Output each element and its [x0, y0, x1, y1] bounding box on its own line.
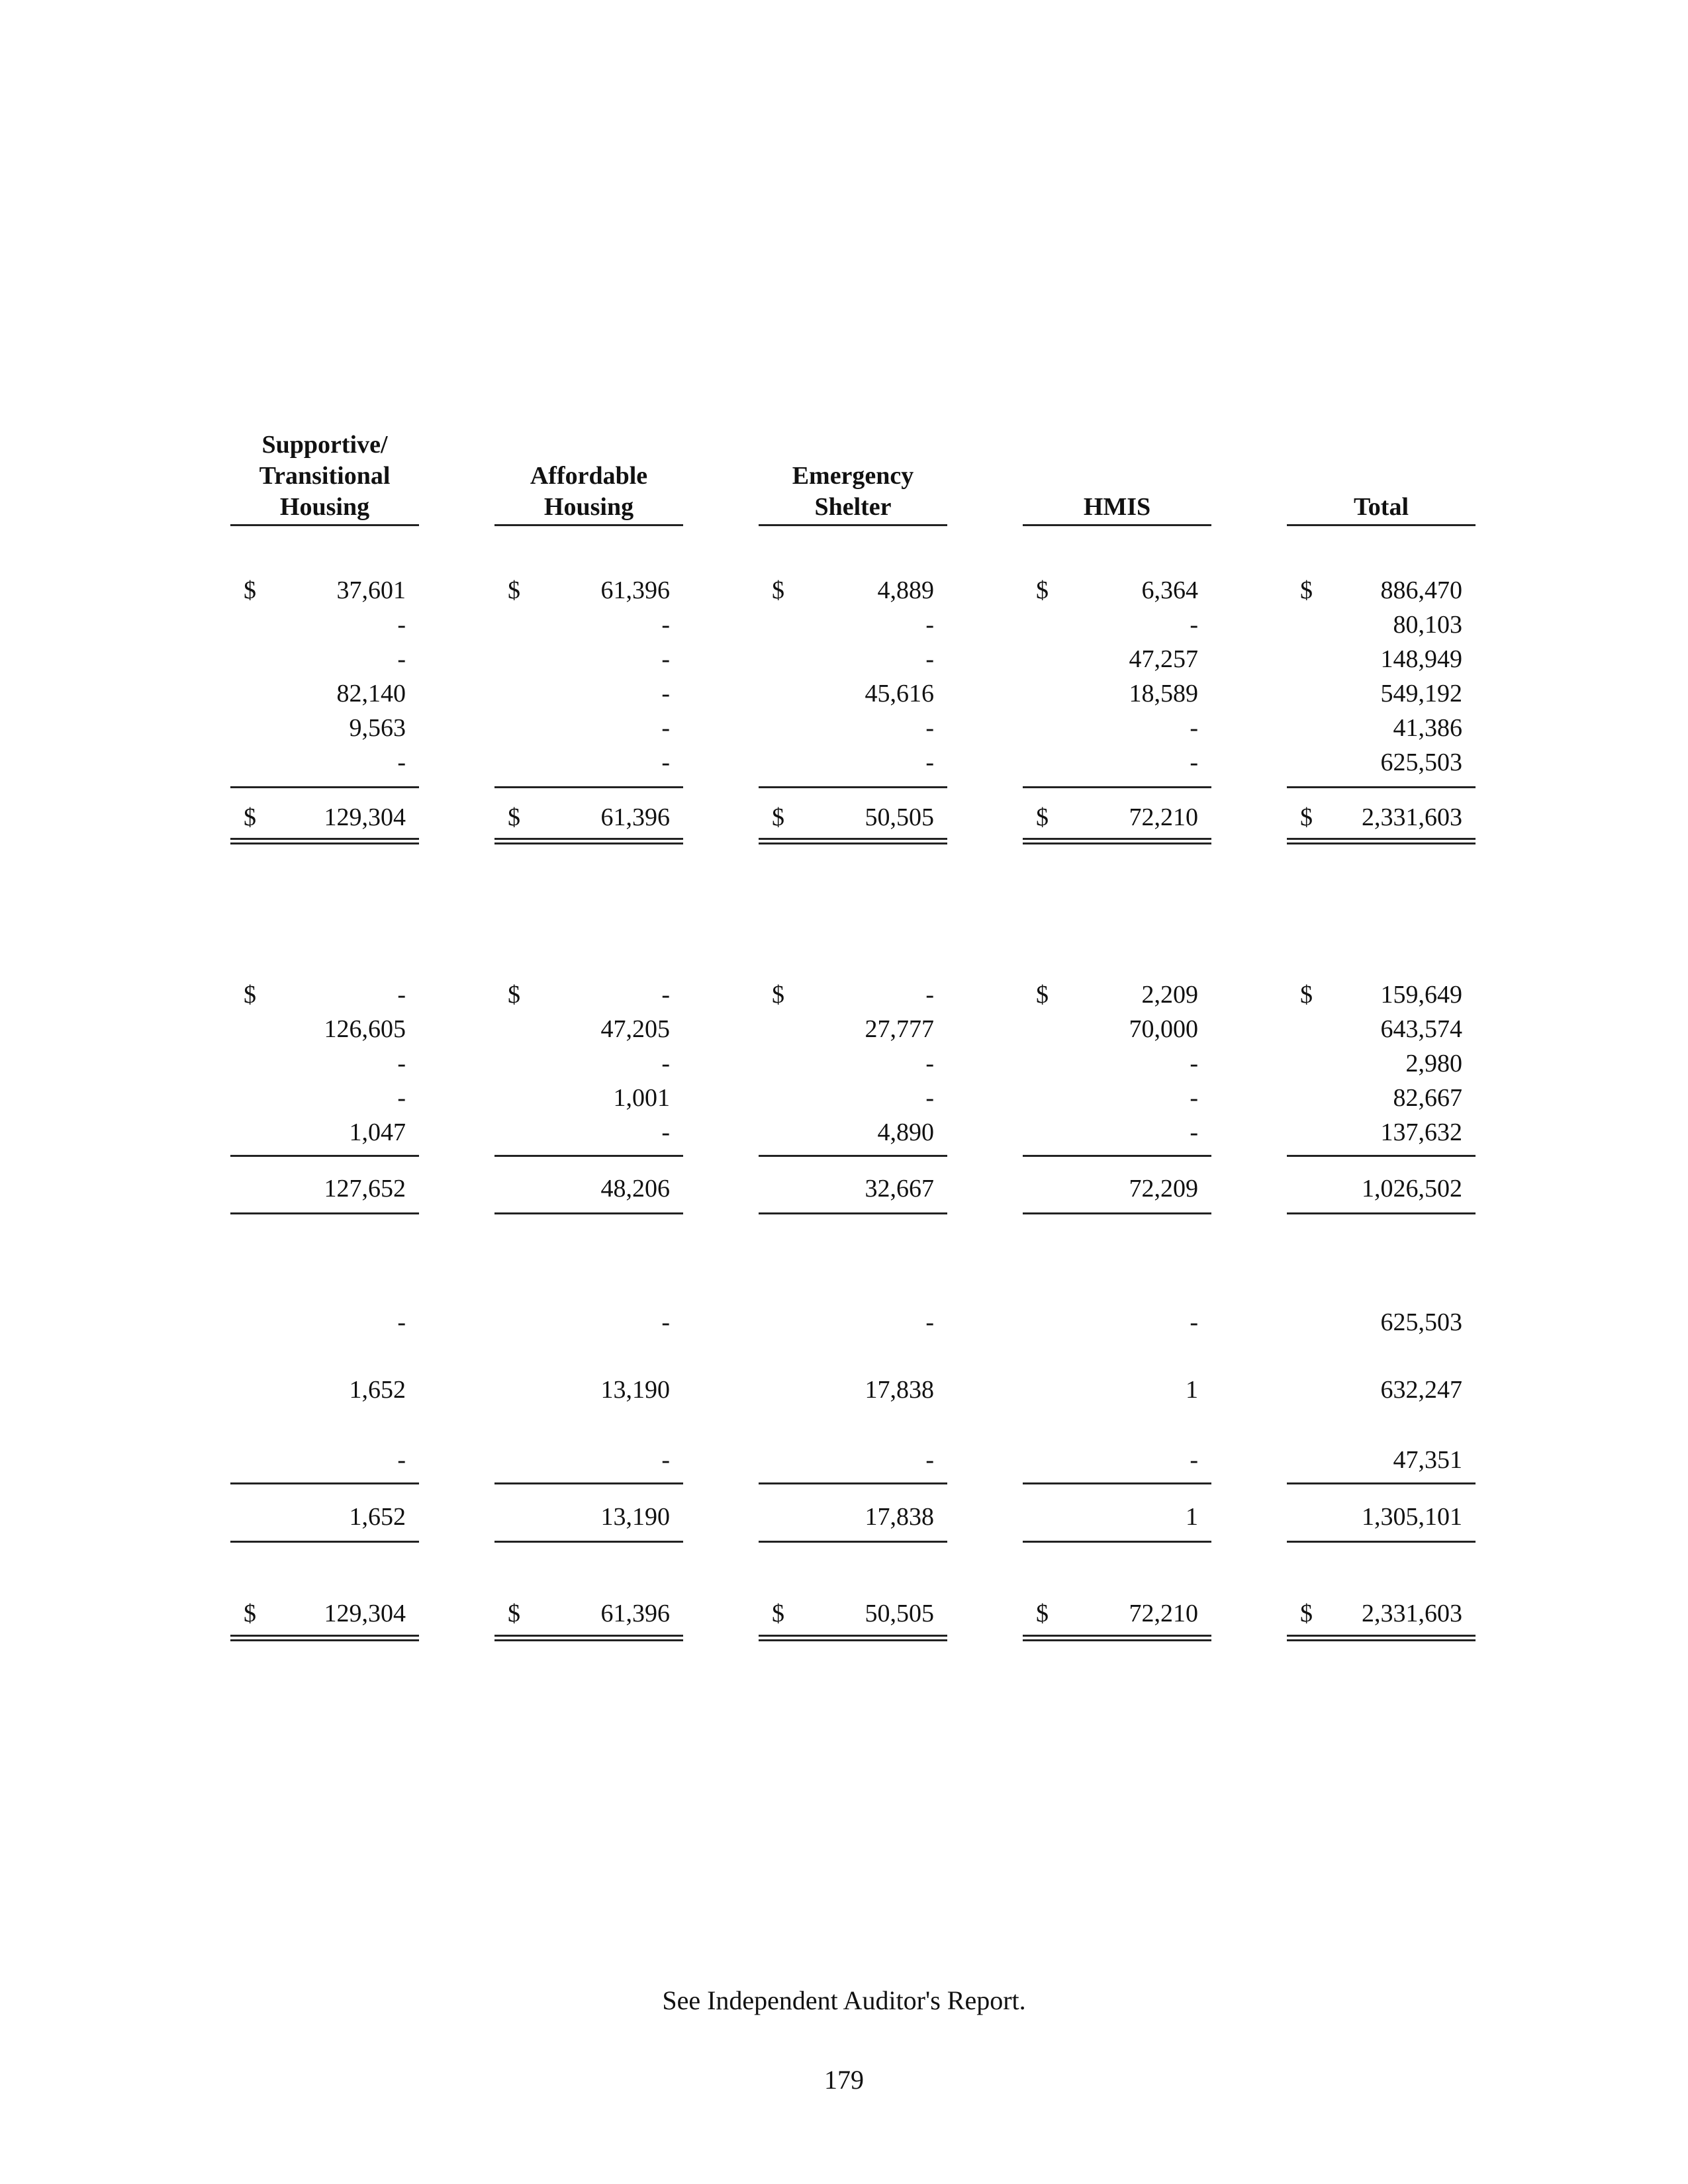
section1-row [1023, 610, 1211, 639]
section2-row [494, 1015, 683, 1044]
cell-value: 47,351 [1393, 1446, 1462, 1474]
section2-row [759, 1015, 947, 1044]
double-underline [1287, 1635, 1476, 1641]
section3-total [759, 1502, 947, 1531]
cell-value: - [925, 1050, 934, 1077]
cell-value: 9,563 [349, 714, 406, 742]
single-underline [1287, 786, 1476, 788]
cell-value: - [397, 1308, 406, 1336]
cell-value: 48,206 [600, 1175, 670, 1203]
cell-value: 37,601 [336, 576, 406, 604]
header-underline [230, 524, 419, 526]
section2-row [494, 1118, 683, 1147]
cell-value: 82,667 [1393, 1084, 1462, 1112]
double-underline [759, 838, 947, 844]
section2-row [1287, 1083, 1476, 1113]
section2-row [759, 980, 947, 1009]
single-underline [494, 1541, 683, 1543]
section3-total [494, 1502, 683, 1531]
single-underline [494, 1482, 683, 1484]
currency-symbol: $ [772, 981, 784, 1009]
section1-row [759, 713, 947, 743]
section1-row [494, 645, 683, 674]
single-underline [759, 1541, 947, 1543]
currency-symbol: $ [772, 803, 784, 831]
cell-value: - [925, 981, 934, 1009]
auditor-report-note: See Independent Auditor's Report. [662, 1985, 1026, 2015]
cell-value: - [925, 611, 934, 639]
section2-row [759, 1118, 947, 1147]
section3-row [230, 1445, 419, 1475]
column-header-line: Emergency [792, 462, 914, 490]
cell-value: 17,838 [865, 1376, 934, 1404]
cell-value: 80,103 [1393, 611, 1462, 639]
cell-value: 72,209 [1129, 1175, 1198, 1203]
cell-value: - [925, 1084, 934, 1112]
double-underline [1023, 1635, 1211, 1641]
cell-value: 61,396 [600, 1600, 670, 1627]
cell-value: 45,616 [865, 680, 934, 707]
single-underline [230, 1482, 419, 1484]
section1-row [759, 645, 947, 674]
single-underline [230, 1212, 419, 1214]
cell-value: - [661, 714, 670, 742]
section2-row [230, 1049, 419, 1078]
cell-value: 72,210 [1129, 1600, 1198, 1627]
section1-row [1023, 645, 1211, 674]
single-underline [1287, 1212, 1476, 1214]
section1-total [230, 803, 419, 832]
header-underline [1287, 524, 1476, 526]
cell-value: - [1190, 611, 1198, 639]
single-underline [1023, 1541, 1211, 1543]
section2-row [1287, 1118, 1476, 1147]
cell-value: - [1190, 714, 1198, 742]
section3-total [1287, 1502, 1476, 1531]
section1-row [230, 576, 419, 605]
cell-value: 1 [1186, 1376, 1198, 1404]
cell-value: 1,652 [349, 1503, 406, 1531]
cell-value: 50,505 [865, 1600, 934, 1627]
section1-row [1287, 679, 1476, 708]
currency-symbol: $ [244, 981, 256, 1009]
cell-value: - [1190, 749, 1198, 776]
currency-symbol: $ [1036, 1600, 1049, 1627]
cell-value: 4,889 [877, 576, 934, 604]
section1-row [494, 610, 683, 639]
column-header-line: Transitional [259, 462, 391, 490]
cell-value: 632,247 [1380, 1376, 1462, 1404]
double-underline [230, 838, 419, 844]
cell-value: 32,667 [865, 1175, 934, 1203]
single-underline [759, 1212, 947, 1214]
currency-symbol: $ [508, 803, 520, 831]
cell-value: - [661, 1308, 670, 1336]
section1-row [230, 645, 419, 674]
single-underline [1287, 1482, 1476, 1484]
cell-value: - [397, 1084, 406, 1112]
section3-total [1023, 1502, 1211, 1531]
section1-row [759, 748, 947, 777]
section1-row [494, 713, 683, 743]
section2-total [1023, 1174, 1211, 1203]
currency-symbol: $ [244, 803, 256, 831]
currency-symbol: $ [508, 576, 520, 604]
cell-value: 1,305,101 [1362, 1503, 1462, 1531]
single-underline [1287, 1155, 1476, 1157]
cell-value: 47,205 [600, 1015, 670, 1043]
cell-value: 549,192 [1380, 680, 1462, 707]
section2-row [1287, 1015, 1476, 1044]
section1-row [1023, 679, 1211, 708]
currency-symbol: $ [244, 576, 256, 604]
section2-row [494, 1083, 683, 1113]
section1-total [759, 803, 947, 832]
section1-row [1287, 645, 1476, 674]
section1-row [1023, 576, 1211, 605]
grand-total [759, 1599, 947, 1628]
section1-row [1287, 610, 1476, 639]
double-underline [494, 1635, 683, 1641]
cell-value: - [925, 1446, 934, 1474]
currency-symbol: $ [244, 1600, 256, 1627]
double-underline [759, 1635, 947, 1641]
double-underline [1023, 838, 1211, 844]
cell-value: - [1190, 1118, 1198, 1146]
section1-row [1023, 748, 1211, 777]
cell-value: 129,304 [324, 1600, 406, 1627]
cell-value: 70,000 [1129, 1015, 1198, 1043]
section1-row [1287, 713, 1476, 743]
cell-value: 1 [1186, 1503, 1198, 1531]
cell-value: - [661, 1446, 670, 1474]
cell-value: 17,838 [865, 1503, 934, 1531]
section3-row [494, 1375, 683, 1404]
grand-total [494, 1599, 683, 1628]
column-header-line: Shelter [814, 493, 892, 521]
cell-value: 2,209 [1141, 981, 1198, 1009]
section2-total [1287, 1174, 1476, 1203]
section3-row [1023, 1308, 1211, 1337]
section1-total [494, 803, 683, 832]
double-underline [230, 1635, 419, 1641]
section1-total [1023, 803, 1211, 832]
cell-value: - [661, 680, 670, 707]
section3-row [759, 1445, 947, 1475]
grand-total [1287, 1599, 1476, 1628]
section2-row [1023, 1015, 1211, 1044]
cell-value: - [661, 981, 670, 1009]
section2-row [230, 1118, 419, 1147]
cell-value: 1,026,502 [1362, 1175, 1462, 1203]
section1-row [494, 748, 683, 777]
page-number: 179 [824, 2065, 864, 2095]
currency-symbol: $ [508, 981, 520, 1009]
cell-value: - [925, 749, 934, 776]
section3-row [494, 1445, 683, 1475]
cell-value: 129,304 [324, 803, 406, 831]
cell-value: - [661, 1118, 670, 1146]
cell-value: 47,257 [1129, 645, 1198, 673]
single-underline [759, 1482, 947, 1484]
section2-total [230, 1174, 419, 1203]
cell-value: - [397, 981, 406, 1009]
currency-symbol: $ [1300, 1600, 1313, 1627]
cell-value: - [661, 611, 670, 639]
section3-row [1023, 1445, 1211, 1475]
cell-value: 886,470 [1380, 576, 1462, 604]
section2-row [1287, 1049, 1476, 1078]
section1-total [1287, 803, 1476, 832]
section3-row [1287, 1308, 1476, 1337]
section3-row [759, 1375, 947, 1404]
cell-value: 643,574 [1380, 1015, 1462, 1043]
cell-value: - [1190, 1084, 1198, 1112]
cell-value: - [397, 749, 406, 776]
section2-row [230, 1015, 419, 1044]
cell-value: 2,980 [1405, 1050, 1462, 1077]
single-underline [230, 1155, 419, 1157]
section2-row [494, 980, 683, 1009]
cell-value: - [661, 1050, 670, 1077]
cell-value: 148,949 [1380, 645, 1462, 673]
section1-row [494, 576, 683, 605]
single-underline [759, 786, 947, 788]
section2-total [759, 1174, 947, 1203]
cell-value: 137,632 [1380, 1118, 1462, 1146]
cell-value: 72,210 [1129, 803, 1198, 831]
section1-row [230, 610, 419, 639]
single-underline [494, 786, 683, 788]
cell-value: 61,396 [600, 803, 670, 831]
section3-row [230, 1308, 419, 1337]
section2-row [494, 1049, 683, 1078]
column-header-line: Affordable [530, 462, 648, 490]
cell-value: 18,589 [1129, 680, 1198, 707]
section2-row [1023, 980, 1211, 1009]
section2-row [1287, 980, 1476, 1009]
cell-value: 13,190 [600, 1376, 670, 1404]
cell-value: 61,396 [600, 576, 670, 604]
currency-symbol: $ [1300, 981, 1313, 1009]
section1-row [759, 679, 947, 708]
header-underline [759, 524, 947, 526]
single-underline [1023, 1155, 1211, 1157]
section3-row [230, 1375, 419, 1404]
double-underline [1287, 838, 1476, 844]
section1-row [494, 679, 683, 708]
cell-value: 4,890 [877, 1118, 934, 1146]
currency-symbol: $ [1036, 981, 1049, 1009]
single-underline [494, 1155, 683, 1157]
cell-value: - [661, 749, 670, 776]
single-underline [1023, 1482, 1211, 1484]
currency-symbol: $ [772, 1600, 784, 1627]
cell-value: 2,331,603 [1362, 1600, 1462, 1627]
cell-value: 82,140 [336, 680, 406, 707]
section2-row [230, 980, 419, 1009]
single-underline [1023, 786, 1211, 788]
section1-row [759, 576, 947, 605]
cell-value: - [397, 645, 406, 673]
cell-value: 1,001 [613, 1084, 670, 1112]
section3-row [1287, 1445, 1476, 1475]
cell-value: 1,047 [349, 1118, 406, 1146]
section1-row [1023, 713, 1211, 743]
column-header-line: HMIS [1083, 493, 1151, 521]
section1-row [230, 679, 419, 708]
grand-total [1023, 1599, 1211, 1628]
currency-symbol: $ [1300, 803, 1313, 831]
cell-value: 13,190 [600, 1503, 670, 1531]
section1-row [1287, 576, 1476, 605]
section2-row [759, 1049, 947, 1078]
section3-row [494, 1308, 683, 1337]
cell-value: - [1190, 1050, 1198, 1077]
cell-value: 1,652 [349, 1376, 406, 1404]
currency-symbol: $ [1036, 576, 1049, 604]
single-underline [759, 1155, 947, 1157]
cell-value: - [397, 611, 406, 639]
cell-value: 127,652 [324, 1175, 406, 1203]
cell-value: 2,331,603 [1362, 803, 1462, 831]
cell-value: - [925, 714, 934, 742]
column-header-line: Supportive/ [261, 431, 388, 459]
section1-row [230, 713, 419, 743]
section2-row [230, 1083, 419, 1113]
cell-value: 625,503 [1380, 1308, 1462, 1336]
header-underline [1023, 524, 1211, 526]
section2-row [1023, 1118, 1211, 1147]
column-header-line: Housing [279, 493, 370, 521]
cell-value: - [397, 1446, 406, 1474]
currency-symbol: $ [772, 576, 784, 604]
cell-value: - [925, 1308, 934, 1336]
section3-row [1287, 1375, 1476, 1404]
section3-row [1023, 1375, 1211, 1404]
single-underline [1287, 1541, 1476, 1543]
currency-symbol: $ [1036, 803, 1049, 831]
cell-value: 50,505 [865, 803, 934, 831]
section2-row [1023, 1049, 1211, 1078]
cell-value: 41,386 [1393, 714, 1462, 742]
cell-value: - [1190, 1446, 1198, 1474]
currency-symbol: $ [1300, 576, 1313, 604]
single-underline [1023, 1212, 1211, 1214]
section2-row [1023, 1083, 1211, 1113]
section2-row [759, 1083, 947, 1113]
section3-total [230, 1502, 419, 1531]
section2-total [494, 1174, 683, 1203]
section1-row [230, 748, 419, 777]
cell-value: - [1190, 1308, 1198, 1336]
column-header-line: Housing [543, 493, 634, 521]
cell-value: - [397, 1050, 406, 1077]
grand-total [230, 1599, 419, 1628]
cell-value: - [661, 645, 670, 673]
single-underline [230, 1541, 419, 1543]
single-underline [230, 786, 419, 788]
single-underline [494, 1212, 683, 1214]
cell-value: - [925, 645, 934, 673]
currency-symbol: $ [508, 1600, 520, 1627]
column-header-line: Total [1353, 493, 1409, 521]
section3-row [759, 1308, 947, 1337]
header-underline [494, 524, 683, 526]
section1-row [759, 610, 947, 639]
cell-value: 6,364 [1141, 576, 1198, 604]
double-underline [494, 838, 683, 844]
cell-value: 27,777 [865, 1015, 934, 1043]
cell-value: 625,503 [1380, 749, 1462, 776]
section1-row [1287, 748, 1476, 777]
cell-value: 159,649 [1380, 981, 1462, 1009]
cell-value: 126,605 [324, 1015, 406, 1043]
